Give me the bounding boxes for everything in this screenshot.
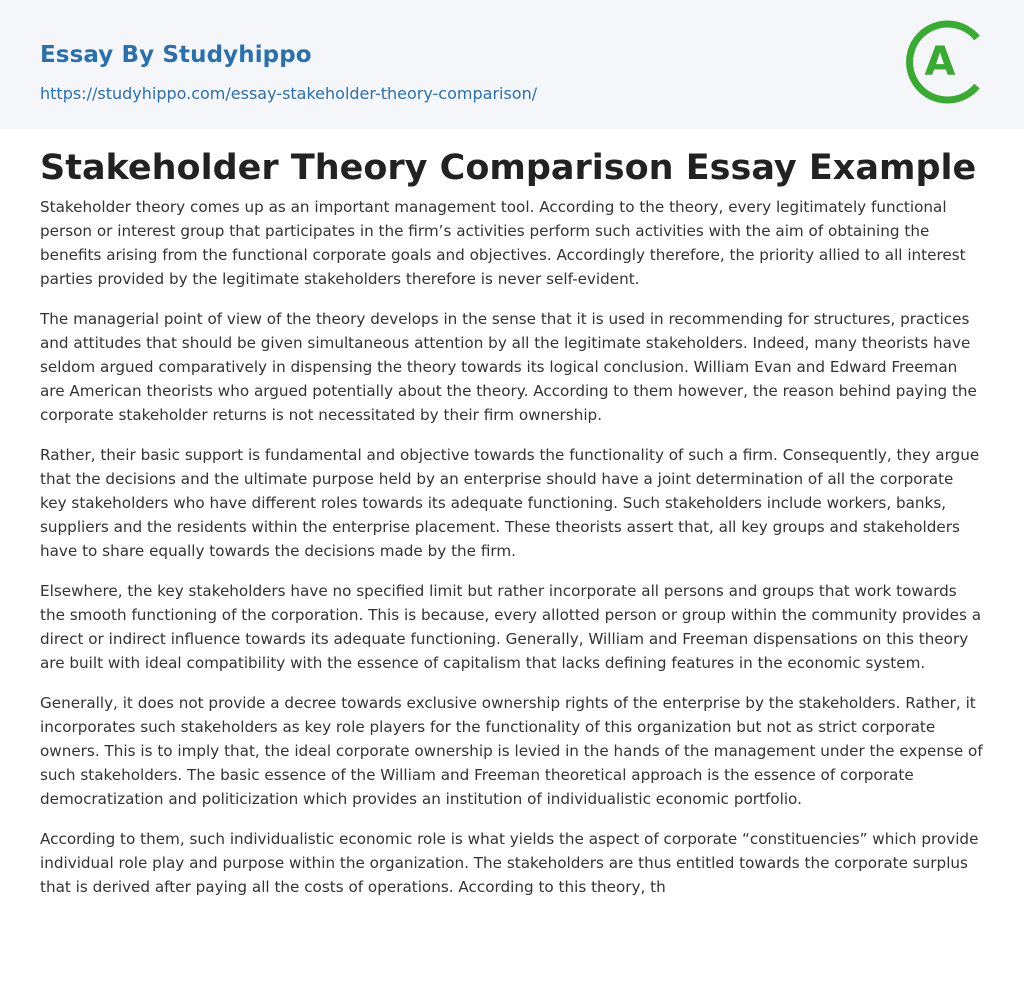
site-header [0,0,1024,129]
page-title: Stakeholder Theory Comparison Essay Example [40,148,977,188]
paragraph: According to them, such individualistic economic role is what yields the aspect of corporate “constituencies” which provide individual role play and purpose within the organization. The stakeholders are thus entitled towards the corporate surplus that is derived after paying all the costs of operations. According to this theory, th [40,830,979,896]
paragraph: Generally, it does not provide a decree towards exclusive ownership rights of the enterprise by the stakeholders. Rather, it incorporates such stakeholders as key role players for the functionality of this organization but not as strict corporate owners. This is to imply that, the ideal corporate ownership is levied in the hands of the management under the expense of such stakeholders. The basic essence of the William and Freeman theoretical approach is the essence of corporate democratization and politicization which provides an institution of individualistic economic portfolio. [40,694,983,808]
paragraph: The managerial point of view of the theory develops in the sense that it is used in recommending for structures, practices and attitudes that should be given simultaneous attention by all the legitimate stakeholders. Indeed, many theorists have seldom argued comparatively in dispensing the theory towards its logical conclusion. William Evan and Edward Freeman are American theorists who argued potentially about the theory. According to them however, the reason behind paying the corporate stakeholder returns is not necessitated by their firm ownership. [40,310,977,424]
article-body [40,195,984,955]
studyhippo-logo-icon[interactable] [905,17,991,107]
logo-letter: A [924,39,956,85]
paragraph: Rather, their basic support is fundamental and objective towards the functionality of such a firm. Consequently, they argue that the decisions and the ultimate purpose held by an enterprise should have a joint determination of all the corporate key stakeholders who have different roles towards its adequate functioning. Such stakeholders include workers, banks, suppliers and the residents within the enterprise placement. These theorists assert that, all key groups and stakeholders have to share equally towards the decisions made by the firm. [40,446,980,560]
paragraph: Stakeholder theory comes up as an important management tool. According to the theory, every legitimately functional person or interest group that participates in the firm’s activities perform such activities with the aim of obtaining the benefits arising from the functional corporate goals and objectives. Accordingly therefore, the priority allied to all interest parties provided by the legitimate stakeholders therefore is never self-evident. [40,198,966,288]
site-brand[interactable]: Essay By Studyhippo [40,42,312,68]
paragraph: Elsewhere, the key stakeholders have no specified limit but rather incorporate all persons and groups that work towards the smooth functioning of the corporation. This is because, every allotted person or group within the community provides a direct or indirect influence towards its adequate functioning. Generally, William and Freeman dispensations on this theory are built with ideal compatibility with the essence of capitalism that lacks defining features in the economic system. [40,582,982,672]
page-url-link[interactable]: https://studyhippo.com/essay-stakeholder-theory-comparison/ [40,84,538,103]
